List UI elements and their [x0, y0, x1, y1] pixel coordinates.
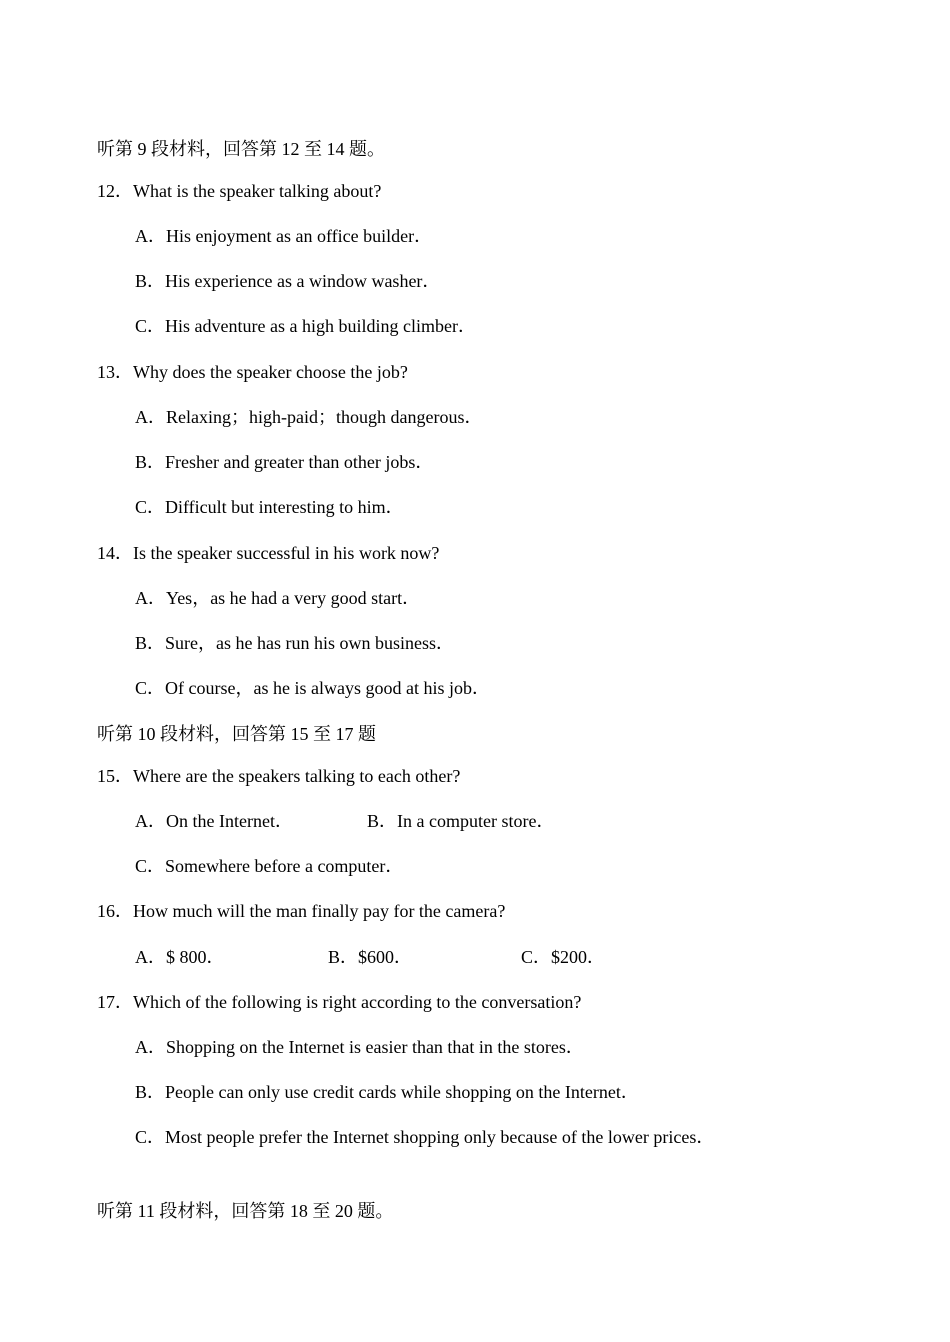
option-16-a: [117, 921, 225, 967]
option-letter: B．: [135, 633, 166, 653]
option-17-a: [117, 1011, 584, 1057]
option-letter: C．: [135, 678, 166, 698]
question-15: [79, 740, 461, 786]
question-text: What is the speaker talking about?: [133, 181, 382, 201]
option-letter: B．: [328, 947, 359, 967]
option-letter: B．: [135, 1082, 166, 1102]
option-17-b: [117, 1056, 639, 1102]
option-letter: B．: [367, 811, 398, 831]
question-number: 12．: [97, 181, 133, 201]
option-text: Difficult but interesting to him．: [165, 497, 404, 517]
question-text: Where are the speakers talking to each other?: [133, 766, 461, 786]
question-text: Why does the speaker choose the job?: [133, 362, 408, 382]
option-letter: A．: [135, 226, 166, 246]
option-14-b: [117, 607, 454, 653]
option-16-c: [503, 921, 606, 967]
question-text: Which of the following is right according to the conversation?: [133, 992, 582, 1012]
option-text: In a computer store．: [397, 811, 555, 831]
option-letter: A．: [135, 811, 166, 831]
option-letter: C．: [135, 856, 166, 876]
option-letter: B．: [135, 452, 166, 472]
option-13-b: [117, 426, 434, 472]
question-text: How much will the man finally pay for the camera?: [133, 901, 506, 921]
section-heading-9: [79, 113, 385, 159]
option-letter: C．: [521, 947, 552, 967]
option-letter: C．: [135, 316, 166, 336]
option-text: His experience as a window washer．: [165, 271, 441, 291]
option-13-a: [117, 381, 483, 427]
option-13-c: [117, 471, 404, 517]
option-text: Most people prefer the Internet shopping only because of the lower prices．: [165, 1127, 715, 1147]
section-heading-text: 听第 10 段材料，回答第 15 至 17 题: [97, 724, 376, 744]
option-text: Shopping on the Internet is easier than that in the stores．: [166, 1037, 584, 1057]
option-17-c: [117, 1101, 715, 1147]
option-letter: A．: [135, 407, 166, 427]
option-16-b: [310, 921, 413, 967]
option-text: $600．: [358, 947, 413, 967]
question-16: [79, 875, 506, 921]
section-heading-11: [79, 1175, 394, 1221]
question-17: [79, 966, 582, 1012]
question-14: [79, 517, 440, 563]
question-number: 14．: [97, 543, 133, 563]
option-text: His adventure as a high building climber．: [165, 316, 476, 336]
option-text: People can only use credit cards while shopping on the Internet．: [165, 1082, 639, 1102]
section-heading-text: 听第 11 段材料，回答第 18 至 20 题。: [97, 1201, 394, 1221]
option-text: Somewhere before a computer．: [165, 856, 404, 876]
option-text: Relaxing；high-paid；though dangerous．: [166, 407, 483, 427]
section-heading-10: [79, 698, 376, 744]
option-14-a: [117, 562, 421, 608]
option-letter: A．: [135, 947, 166, 967]
option-text: His enjoyment as an office builder．: [166, 226, 433, 246]
option-12-c: [117, 290, 476, 336]
question-12: [79, 155, 382, 201]
option-text: Yes，as he had a very good start．: [166, 588, 421, 608]
option-15-c: [117, 830, 404, 876]
option-letter: C．: [135, 1127, 166, 1147]
option-text: On the Internet．: [166, 811, 293, 831]
option-12-a: [117, 200, 433, 246]
question-text: Is the speaker successful in his work now?: [133, 543, 440, 563]
option-letter: C．: [135, 497, 166, 517]
section-heading-text: 听第 9 段材料，回答第 12 至 14 题。: [97, 139, 385, 159]
question-13: [79, 336, 408, 382]
question-number: 15．: [97, 766, 133, 786]
option-15-a: [117, 785, 293, 831]
option-14-c: [117, 652, 490, 698]
option-text: Sure，as he has run his own business．: [165, 633, 454, 653]
option-12-b: [117, 245, 441, 291]
option-letter: B．: [135, 271, 166, 291]
option-letter: A．: [135, 588, 166, 608]
option-text: $200．: [551, 947, 606, 967]
question-number: 16．: [97, 901, 133, 921]
option-15-b: [349, 785, 555, 831]
option-text: Of course，as he is always good at his job．: [165, 678, 490, 698]
option-text: Fresher and greater than other jobs．: [165, 452, 434, 472]
question-number: 17．: [97, 992, 133, 1012]
option-letter: A．: [135, 1037, 166, 1057]
option-text: $ 800．: [166, 947, 225, 967]
question-number: 13．: [97, 362, 133, 382]
